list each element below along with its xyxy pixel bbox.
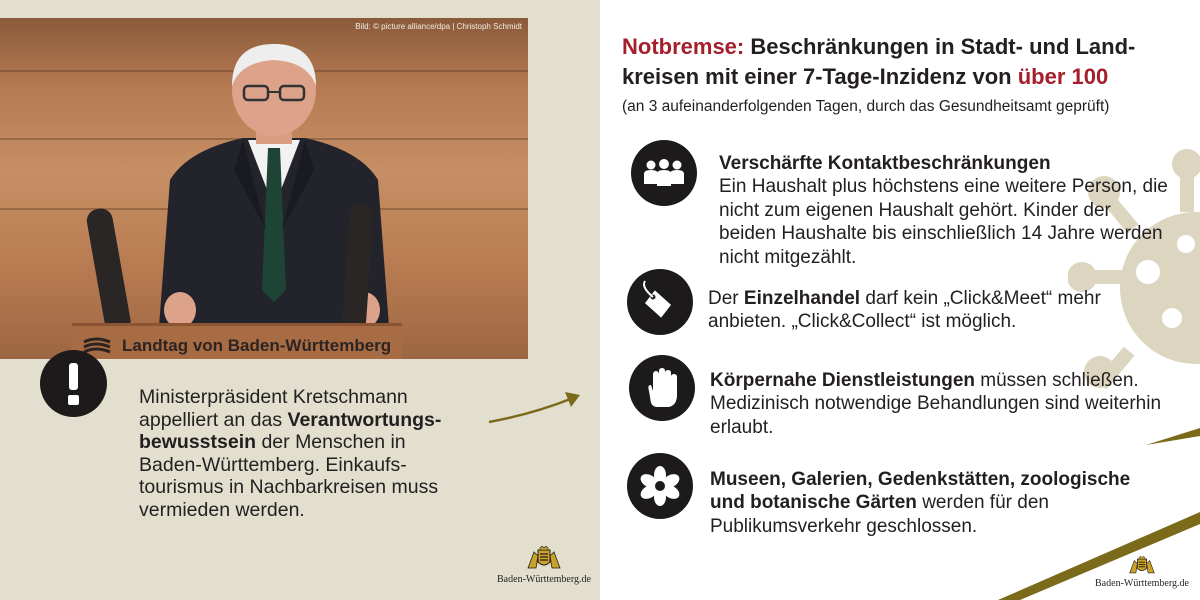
restriction-heading: Museen, Galerien, Gedenkstätten, zoologische und botanische Gärten — [710, 469, 1131, 514]
right-panel — [600, 0, 1200, 600]
restriction-culture — [710, 468, 1170, 538]
page-title: Notbremse: Beschränkungen in Stadt- und Land-kreisen mit einer 7-Tage-Inzidenz von über 100 — [622, 34, 1136, 89]
logo-label: Baden-Württemberg.de — [1095, 578, 1189, 589]
curved-arrow-icon — [487, 388, 583, 428]
baden-wuerttemberg-logo[interactable] — [494, 546, 594, 585]
restriction-detail: müssen schließen. Medizinisch notwendige Behandlungen sind weiterhin erlaubt. — [710, 370, 1162, 438]
price-tag-icon — [627, 269, 693, 335]
landtag-logo-icon — [82, 336, 112, 354]
restriction-retail: Der Einzelhandel darf kein „Click&Meet“ mehr anbieten. „Click&Collect“ ist möglich. — [708, 288, 1101, 333]
restriction-heading: Körpernahe Dienstleistungen — [710, 370, 975, 391]
statement-emphasis: Verantwortungs-bewusstsein — [139, 408, 442, 454]
statement-text: Ministerpräsident Kretschmann appelliert an das Verantwortungs-bewusstsein der Menschen in Baden-Württemberg. Einkaufs-tourismus in Nachbarkreisen muss vermieden werden. — [139, 386, 442, 521]
restriction-heading: Einzelhandel — [743, 288, 861, 309]
restriction-detail: werden für den Publikumsverkehr geschlossen. — [710, 492, 1049, 537]
logo-label: Baden-Württemberg.de — [497, 574, 591, 585]
coat-of-arms-icon — [526, 546, 562, 572]
coat-of-arms-icon — [1124, 556, 1160, 576]
page-subtitle: (an 3 aufeinanderfolgenden Tagen, durch das Gesundheitsamt geprüft) — [622, 98, 1110, 115]
lectern-label: Landtag von Baden-Württemberg — [122, 336, 392, 355]
exclamation-icon — [40, 350, 107, 417]
microphone-left — [85, 207, 131, 328]
photo-credit: Bild: © picture alliance/dpa | Christoph Schmidt — [355, 22, 522, 31]
hand-icon — [629, 355, 695, 421]
restriction-services — [710, 369, 1170, 439]
speaker-photo — [0, 18, 528, 359]
flower-icon — [627, 453, 693, 519]
restriction-detail: darf kein „Click&Meet“ mehr anbieten. „Click&Collect“ ist möglich. — [708, 288, 1101, 333]
restriction-detail: Ein Haushalt plus höchstens eine weitere Person, die nicht zum eigenen Haushalt gehört. Kinder der beiden Haushalte bis einschließlich 14 Jahre werden nicht mitgezählt. — [719, 176, 1168, 268]
baden-wuerttemberg-logo[interactable] — [1090, 556, 1194, 589]
restriction-heading: Verschärfte Kontaktbeschränkungen — [719, 153, 1051, 174]
restriction-contacts — [719, 152, 1169, 269]
people-group-icon — [631, 140, 697, 206]
